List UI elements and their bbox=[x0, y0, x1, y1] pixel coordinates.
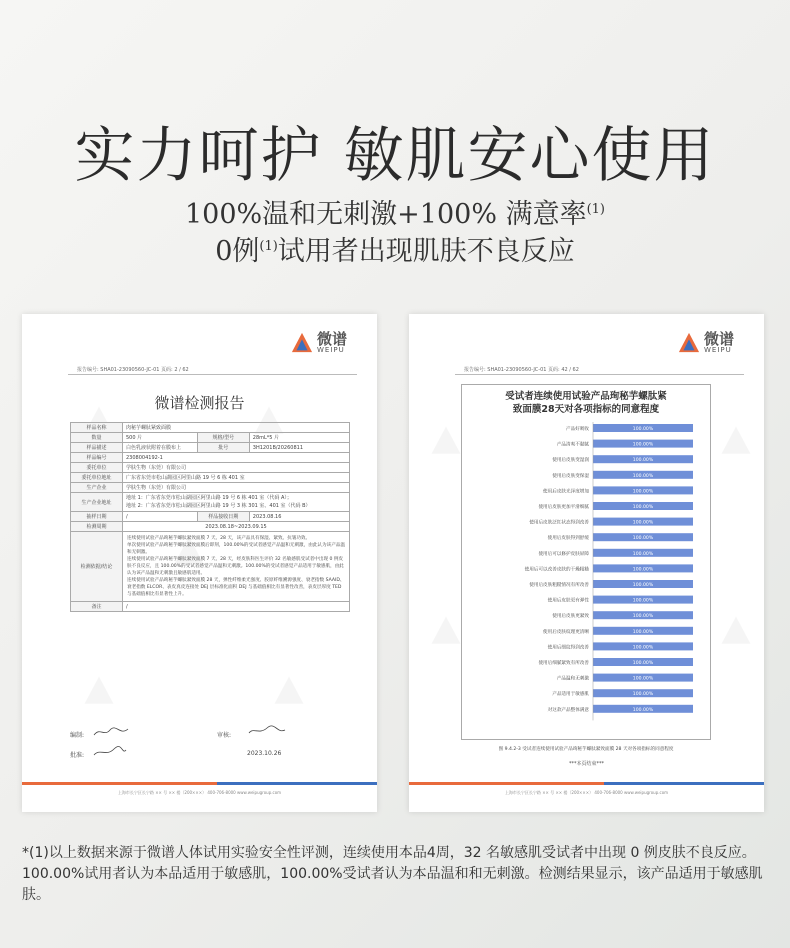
chart-category-label: 使用后皮肤光泽度增加 bbox=[543, 489, 589, 495]
row-value: 广东省东莞市松山湖园区阿里山路 19 号 6 栋 401 室 bbox=[123, 473, 350, 483]
chart-title-line-2: 致面膜28天对各项指标的同意程度 bbox=[512, 404, 660, 415]
approved-by-label: 批准: bbox=[70, 752, 85, 759]
row-label: 样品编号 bbox=[71, 453, 123, 463]
test-report-page-right bbox=[409, 314, 764, 812]
footer-address: 上海市长宁区长宁路 ×× 号 ×× 楼（200×××） 400-706-8000 www.weipugroup.com bbox=[117, 790, 282, 795]
watermark-icon bbox=[272, 674, 306, 708]
header-divider bbox=[68, 374, 357, 375]
chart-category-label: 使用后细纹得到改善 bbox=[547, 645, 589, 651]
chart-category-label: 产品适用于敏感肌 bbox=[552, 692, 589, 698]
table-row bbox=[71, 463, 350, 473]
chart-value-label: 100.00% bbox=[632, 520, 654, 526]
watermark-icon bbox=[429, 614, 463, 648]
hero-subtitle-2 bbox=[0, 229, 790, 268]
remark-label: 备注 bbox=[71, 602, 123, 612]
row-label: 委托单位 bbox=[71, 463, 123, 473]
report-number: 报告编号: SHA01-23090560-JC-01 页码: 2 / 62 bbox=[77, 367, 189, 373]
chart-category-label: 使用后皮肤泛红状态得到改善 bbox=[529, 520, 589, 526]
table-row bbox=[71, 532, 350, 602]
chart-category-label: 使用后皮肤变湿润 bbox=[552, 458, 589, 464]
chart-value-label: 100.00% bbox=[632, 645, 654, 651]
watermark-icon bbox=[82, 674, 116, 708]
agreement-bar-chart bbox=[461, 418, 711, 736]
row-label-2: 规格/型号 bbox=[197, 433, 249, 443]
header-divider bbox=[455, 374, 744, 375]
chart-category-label: 使用后可以改善皮肤的干燥粗糙 bbox=[524, 567, 589, 573]
footnote-line-2: 100.00%试用者认为本品适用于敏感肌，100.00%受试者认为本品温和和无刺激。检测结果显示，该产品适用于敏感肌肤。 bbox=[22, 866, 763, 903]
chart-value-label: 100.00% bbox=[632, 661, 654, 666]
chart-value-label: 100.00% bbox=[632, 629, 654, 635]
row-label: 生产企业地址 bbox=[71, 493, 123, 512]
conclusion-label: 检测依据/结论 bbox=[71, 532, 123, 602]
chart-caption: 图 9.4.2-3 受试者连续使用试验产品珣秘芋螺肽紧致面膜 28 天对各项指标的同意程度 bbox=[498, 747, 674, 752]
footer-address: 上海市长宁区长宁路 ×× 号 ×× 楼（200×××） 400-706-8000 www.weipugroup.com bbox=[504, 790, 669, 795]
report-number: 报告编号: SHA01-23090560-JC-01 页码: 42 / 62 bbox=[464, 367, 579, 373]
chart-category-label: 对这款产品整体满意 bbox=[547, 707, 589, 713]
chart-category-label: 使用后皮肤粗糙情况有所改善 bbox=[529, 583, 589, 588]
table-row bbox=[71, 443, 350, 453]
footnote-line-1: *(1)以上数据来源于微谱人体试用实验安全性评测，连续使用本品4周，32 名敏感肌受试者中出现 0 例皮肤不良反应。 bbox=[22, 845, 756, 861]
table-row bbox=[71, 433, 350, 443]
row-label: 抽样日期 bbox=[71, 512, 123, 522]
chart-value-label: 100.00% bbox=[632, 489, 654, 495]
table-row bbox=[71, 453, 350, 463]
row-value: 2308004192-1 bbox=[123, 453, 350, 463]
address-line-2: 地址 2：广东省东莞市松山湖园区阿里山路 19 号 3 栋 301 室、401 室（代码 B） bbox=[126, 503, 311, 509]
row-value: 500 片 bbox=[123, 433, 198, 443]
table-row bbox=[71, 493, 350, 512]
watermark-icon bbox=[429, 424, 463, 458]
row-label: 委托单位地址 bbox=[71, 473, 123, 483]
chart-value-label: 100.00% bbox=[632, 473, 654, 479]
conclusion-para: 连续使用试验产品珣秘芋螺肽紧致面膜 7 天、28 天，经皮肤科医生评价 32 名敏感肌受试者中出现 0 例皮肤不良反应，且 100.00%的受试者感觉产品温和无刺激。100.00%的受试者感觉产品适用于敏感肌，由此认为该产品温和无刺激且敏感肌适用。 bbox=[127, 557, 344, 576]
row-label: 样品名称 bbox=[71, 423, 123, 433]
chart-category-label: 使用后细腻紧致有所改善 bbox=[538, 661, 589, 666]
chart-value-label: 100.00% bbox=[632, 551, 654, 557]
weipu-logo bbox=[291, 332, 347, 354]
table-row bbox=[71, 602, 350, 612]
test-report-page-left bbox=[22, 314, 377, 812]
report-title: 微谱检测报告 bbox=[154, 394, 245, 412]
table-row bbox=[71, 512, 350, 522]
signature-icon bbox=[247, 725, 287, 737]
conclusion-para: 连续使用试验产品珣秘芋螺肽紧致面膜 7 天、28 天，该产品具有保湿、紧致、抗皱功效。 bbox=[127, 536, 311, 541]
row-label: 检测周期 bbox=[71, 522, 123, 532]
chart-category-label: 使用后可以修护皮肤屏障 bbox=[538, 551, 589, 557]
chart-value-label: 100.00% bbox=[632, 614, 654, 620]
row-value: 白色乳液状附着在膜布上 bbox=[123, 443, 198, 453]
footnote-ref-2: (1) bbox=[259, 239, 278, 254]
signature-icon bbox=[92, 746, 128, 758]
table-row bbox=[71, 522, 350, 532]
table-row bbox=[71, 473, 350, 483]
sign-date: 2023.10.26 bbox=[247, 750, 282, 757]
row-value-2: 3H1201B/20260811 bbox=[249, 443, 349, 453]
hero-subtitle-1-text: 100%温和无刺激+100% 满意率 bbox=[184, 199, 587, 230]
row-value: / bbox=[123, 512, 198, 522]
row-label-2: 批号 bbox=[197, 443, 249, 453]
report-table bbox=[70, 422, 350, 612]
logo-en-text: WEIPU bbox=[703, 346, 732, 354]
address-line-1: 地址 1：广东省东莞市松山湖园区阿里山路 19 号 6 栋 401 室（代码 A）； bbox=[126, 495, 292, 501]
chart-category-label: 使用后皮肤得到舒缓 bbox=[547, 536, 589, 542]
chart-value-label: 100.00% bbox=[632, 567, 654, 573]
remark-value: / bbox=[123, 602, 350, 612]
table-row bbox=[71, 423, 350, 433]
conclusion-para: 单次使用试验产品珣秘芋螺肽紧致面膜后即刻，100.00%的受试者感觉产品温和无刺激，由此认为该产品温和无刺激。 bbox=[127, 543, 345, 555]
row-value-2: 28mL*5 片 bbox=[249, 433, 349, 443]
row-label-2: 样品接收日期 bbox=[197, 512, 249, 522]
signature-icon bbox=[92, 726, 132, 738]
row-label: 生产企业 bbox=[71, 483, 123, 493]
footer-color-bar bbox=[22, 782, 377, 785]
row-label: 样品描述 bbox=[71, 443, 123, 453]
chart-category-label: 使用后皮肤变保湿 bbox=[552, 473, 589, 479]
chart-category-label: 产品温和无刺激 bbox=[556, 676, 589, 682]
row-value-2: 2023.08.16 bbox=[249, 512, 349, 522]
chart-value-label: 100.00% bbox=[632, 692, 654, 698]
chart-value-label: 100.00% bbox=[632, 536, 654, 542]
conclusion-text bbox=[123, 532, 350, 602]
chart-value-label: 100.00% bbox=[632, 598, 654, 604]
chart-value-label: 100.00% bbox=[632, 458, 654, 464]
watermark-icon bbox=[719, 424, 753, 458]
hero-subtitle-2-pre: 0例 bbox=[215, 236, 260, 267]
chart-value-label: 100.00% bbox=[632, 427, 654, 432]
weipu-logo-icon bbox=[291, 332, 313, 354]
chart-category-label: 产品清爽不黏腻 bbox=[556, 442, 589, 448]
footnote bbox=[22, 843, 782, 906]
hero-subtitle-1 bbox=[0, 192, 790, 231]
row-value: 学肤生物（东莞）有限公司 bbox=[123, 463, 350, 473]
prepared-by-label: 编制: bbox=[70, 732, 85, 739]
chart-value-label: 100.00% bbox=[632, 707, 654, 713]
watermark-icon bbox=[719, 614, 753, 648]
row-label: 数量 bbox=[71, 433, 123, 443]
row-value: 2023.08.18~2023.09.15 bbox=[123, 522, 350, 532]
footnote-ref-1: (1) bbox=[586, 202, 605, 217]
reviewed-by-label: 审核: bbox=[217, 732, 232, 739]
table-row bbox=[71, 483, 350, 493]
chart-value-label: 100.00% bbox=[632, 505, 654, 510]
chart-category-label: 使用后皮肤更紧致 bbox=[552, 614, 589, 620]
logo-en-text: WEIPU bbox=[316, 346, 345, 354]
page-end-mark: ***本页结束*** bbox=[568, 761, 604, 767]
hero-subtitle-2-post: 试用者出现肌肤不良反应 bbox=[277, 236, 575, 267]
chart-category-label: 产品好吸收 bbox=[566, 427, 589, 432]
chart-value-label: 100.00% bbox=[632, 442, 654, 448]
chart-category-label: 使用后皮肤更有弹性 bbox=[547, 598, 589, 604]
weipu-logo-icon bbox=[678, 332, 700, 354]
footer-color-bar bbox=[409, 782, 764, 785]
logo-cn-text: 微谱 bbox=[703, 330, 734, 348]
hero-headline: 实力呵护 敏肌安心使用 bbox=[74, 121, 716, 191]
row-value: 学肤生物（东莞）有限公司 bbox=[123, 483, 350, 493]
chart-title-line-1: 受试者连续使用试验产品珣秘芋螺肽紧 bbox=[505, 391, 667, 402]
chart-category-label: 使用后皮肤纹理更清晰 bbox=[543, 629, 589, 635]
chart-value-label: 100.00% bbox=[632, 583, 654, 588]
row-value bbox=[123, 493, 350, 512]
conclusion-para: 连续使用试验产品珣秘芋螺肽紧致面膜 28 天，弹性纤维柔光强度、胶原纤维溯源强度、衰老指数 SAAID、衰老指数 ELCOR、表皮真皮连接处 DEJ 层标准化面积 DEJ 与基础值相比有显著性改善，表皮层厚度 TED 与基础值相比有显著性上升。 bbox=[127, 578, 345, 597]
logo-cn-text: 微谱 bbox=[316, 330, 347, 348]
weipu-logo bbox=[678, 332, 734, 354]
row-value: 肉秘芋螺肽紧致面膜 bbox=[123, 423, 350, 433]
chart-title bbox=[461, 390, 711, 416]
chart-category-label: 使用后皮肤更加平滑细腻 bbox=[538, 505, 589, 510]
chart-value-label: 100.00% bbox=[632, 676, 654, 682]
